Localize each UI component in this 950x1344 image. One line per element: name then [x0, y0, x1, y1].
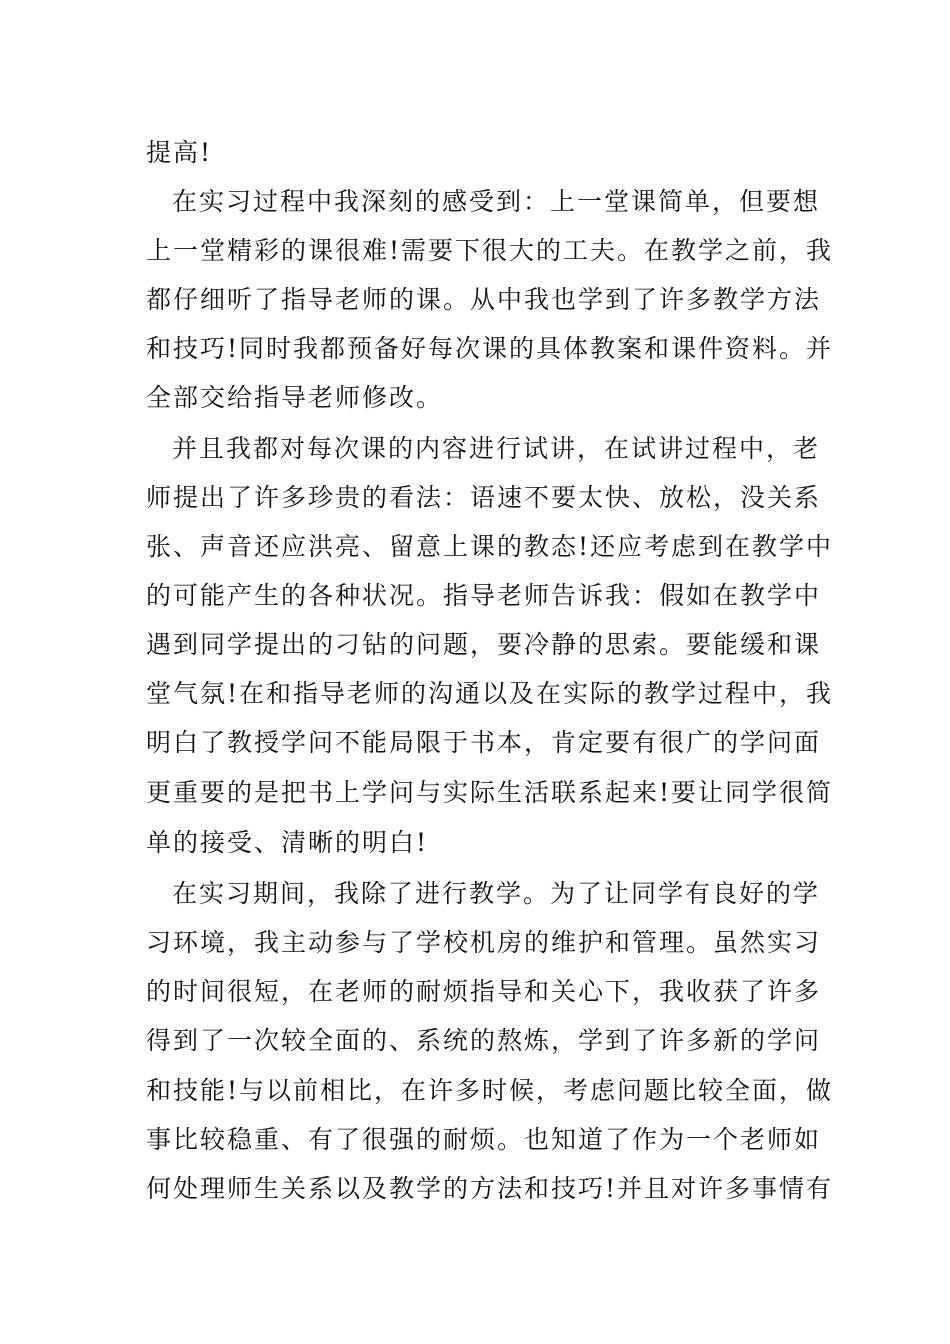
text-line: 堂气氛!在和指导老师的沟通以及在实际的教学过程中，我: [146, 679, 834, 708]
text-line: 得到了一次较全面的、系统的熬炼，学到了许多新的学问: [146, 1026, 822, 1055]
paragraph-first-line: 并且我都对每次课的内容进行试讲，在试讲过程中，老: [172, 434, 821, 463]
text-line: 都仔细听了指导老师的课。从中我也学到了许多教学方法: [146, 285, 822, 314]
text-line: 的可能产生的各种状况。指导老师告诉我：假如在教学中: [146, 581, 822, 610]
text-line: 单的接受、清晰的明白!: [146, 828, 429, 857]
text-line: 全部交给指导老师修改。: [146, 383, 444, 412]
text-line: 上一堂精彩的课很难!需要下很大的工夫。在教学之前，我: [146, 236, 834, 265]
text-line: 和技能!与以前相比，在许多时候，考虑问题比较全面，做: [146, 1076, 834, 1105]
paragraph-first-line: 在实习过程中我深刻的感受到：上一堂课简单，但要想: [172, 187, 821, 216]
text-line: 何处理师生关系以及教学的方法和技巧!并且对许多事情有: [146, 1174, 834, 1203]
text-line: 的时间很短，在老师的耐烦指导和关心下，我收获了许多: [146, 977, 822, 1006]
text-line: 师提出了许多珍贵的看法：语速不要太快、放松，没关系: [146, 483, 822, 512]
text-line: 和技巧!同时我都预备好每次课的具体教案和课件资料。并: [146, 334, 834, 363]
paragraph-first-line: 在实习期间，我除了进行教学。为了让同学有良好的学: [172, 879, 821, 908]
text-line: 提高!: [146, 138, 213, 167]
text-line: 习环境，我主动参与了学校机房的维护和管理。虽然实习: [146, 928, 822, 957]
text-line: 事比较稳重、有了很强的耐烦。也知道了作为一个老师如: [146, 1125, 822, 1154]
text-line: 遇到同学提出的刁钻的问题，要冷静的思索。要能缓和课: [146, 630, 822, 659]
text-line: 更重要的是把书上学问与实际生活联系起来!要让同学很简: [146, 778, 834, 807]
text-line: 明白了教授学问不能局限于书本，肯定要有很广的学问面: [146, 728, 822, 757]
text-line: 张、声音还应洪亮、留意上课的教态!还应考虑到在教学中: [146, 532, 834, 561]
